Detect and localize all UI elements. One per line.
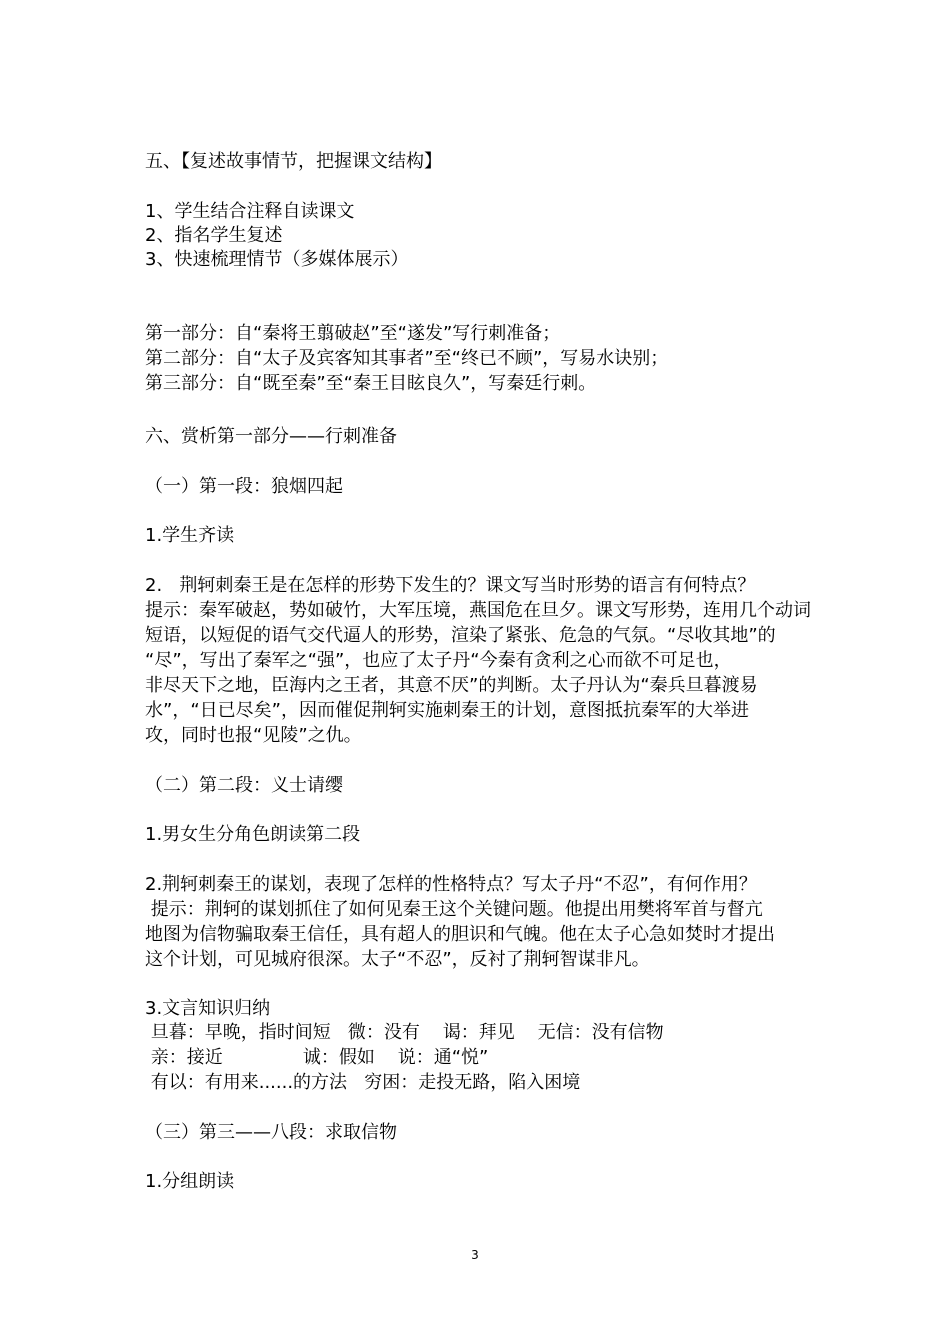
subsection-2-title: （二）第二段：义士请缨 [145, 775, 343, 796]
subsection-2-question-line: 地图为信物骗取秦王信任，具有超人的胆识和气魄。他在太子心急如焚时才提出 [145, 924, 775, 945]
page-number: 3 [471, 1248, 479, 1262]
subsection-2-item-1: 1.男女生分角色朗读第二段 [145, 824, 361, 845]
subsection-2-question-line: 提示：荆轲的谋划抓住了如何见秦王这个关键问题。他提出用樊将军首与督亢 [145, 899, 763, 920]
subsection-1-item-1: 1.学生齐读 [145, 525, 235, 546]
subsection-1-question-line: 短语，以短促的语气交代逼人的形势，渲染了紧张、危急的气氛。“尽收其地”的 [145, 625, 776, 646]
subsection-3-title: （三）第三——八段：求取信物 [145, 1122, 397, 1143]
step-3: 3、快速梳理情节（多媒体展示） [145, 249, 409, 270]
subsection-1-question-line: 提示：秦军破赵，势如破竹，大军压境，燕国危在旦夕。课文写形势，连用几个动词 [145, 600, 811, 621]
subsection-2-question-line: 这个计划，可见城府很深。太子“不忍”，反衬了荆轲智谋非凡。 [145, 949, 650, 970]
section-6-heading: 六、赏析第一部分——行刺准备 [145, 426, 397, 447]
subsection-2-question-line: 2.荆轲刺秦王的谋划，表现了怎样的性格特点？写太子丹“不忍”，有何作用？ [145, 874, 757, 895]
part-2: 第二部分：自“太子及宾客知其事者”至“终已不顾”，写易水诀别； [145, 348, 669, 369]
subsection-1-question-line: 攻，同时也报“见陵”之仇。 [145, 725, 362, 746]
subsection-1-question-line: “尽”，写出了秦军之“强”，也应了太子丹“今秦有贪利之心而欲不可足也， [145, 650, 732, 671]
vocab-line: 亲：接近 诚：假如 说：通“悦” [145, 1047, 489, 1068]
subsection-1-question-line: 水”，“日已尽矣”，因而催促荆轲实施刺秦王的计划，意图抵抗秦军的大举进 [145, 700, 749, 721]
vocab-line: 有以：有用来......的方法 穷困：走投无路，陷入困境 [145, 1072, 581, 1093]
step-2: 2、指名学生复述 [145, 225, 283, 246]
part-3: 第三部分：自“既至秦”至“秦王目眩良久”，写秦廷行刺。 [145, 373, 597, 394]
part-1: 第一部分：自“秦将王翦破赵”至“遂发”写行刺准备； [145, 323, 561, 344]
section-5-heading: 五、【复述故事情节，把握课文结构】 [145, 151, 442, 172]
subsection-1-question-line: 2. 荆轲刺秦王是在怎样的形势下发生的？课文写当时形势的语言有何特点？ [145, 575, 756, 596]
vocab-line: 旦暮：早晚，指时间短 微：没有 谒：拜见 无信：没有信物 [145, 1022, 664, 1043]
subsection-3-item-1: 1.分组朗读 [145, 1171, 235, 1192]
subsection-1-question-line: 非尽天下之地，臣海内之王者，其意不厌”的判断。太子丹认为“秦兵旦暮渡易 [145, 675, 758, 696]
subsection-2-item-3: 3.文言知识归纳 [145, 998, 271, 1019]
subsection-1-title: （一）第一段：狼烟四起 [145, 476, 343, 497]
step-1: 1、学生结合注释自读课文 [145, 201, 355, 222]
